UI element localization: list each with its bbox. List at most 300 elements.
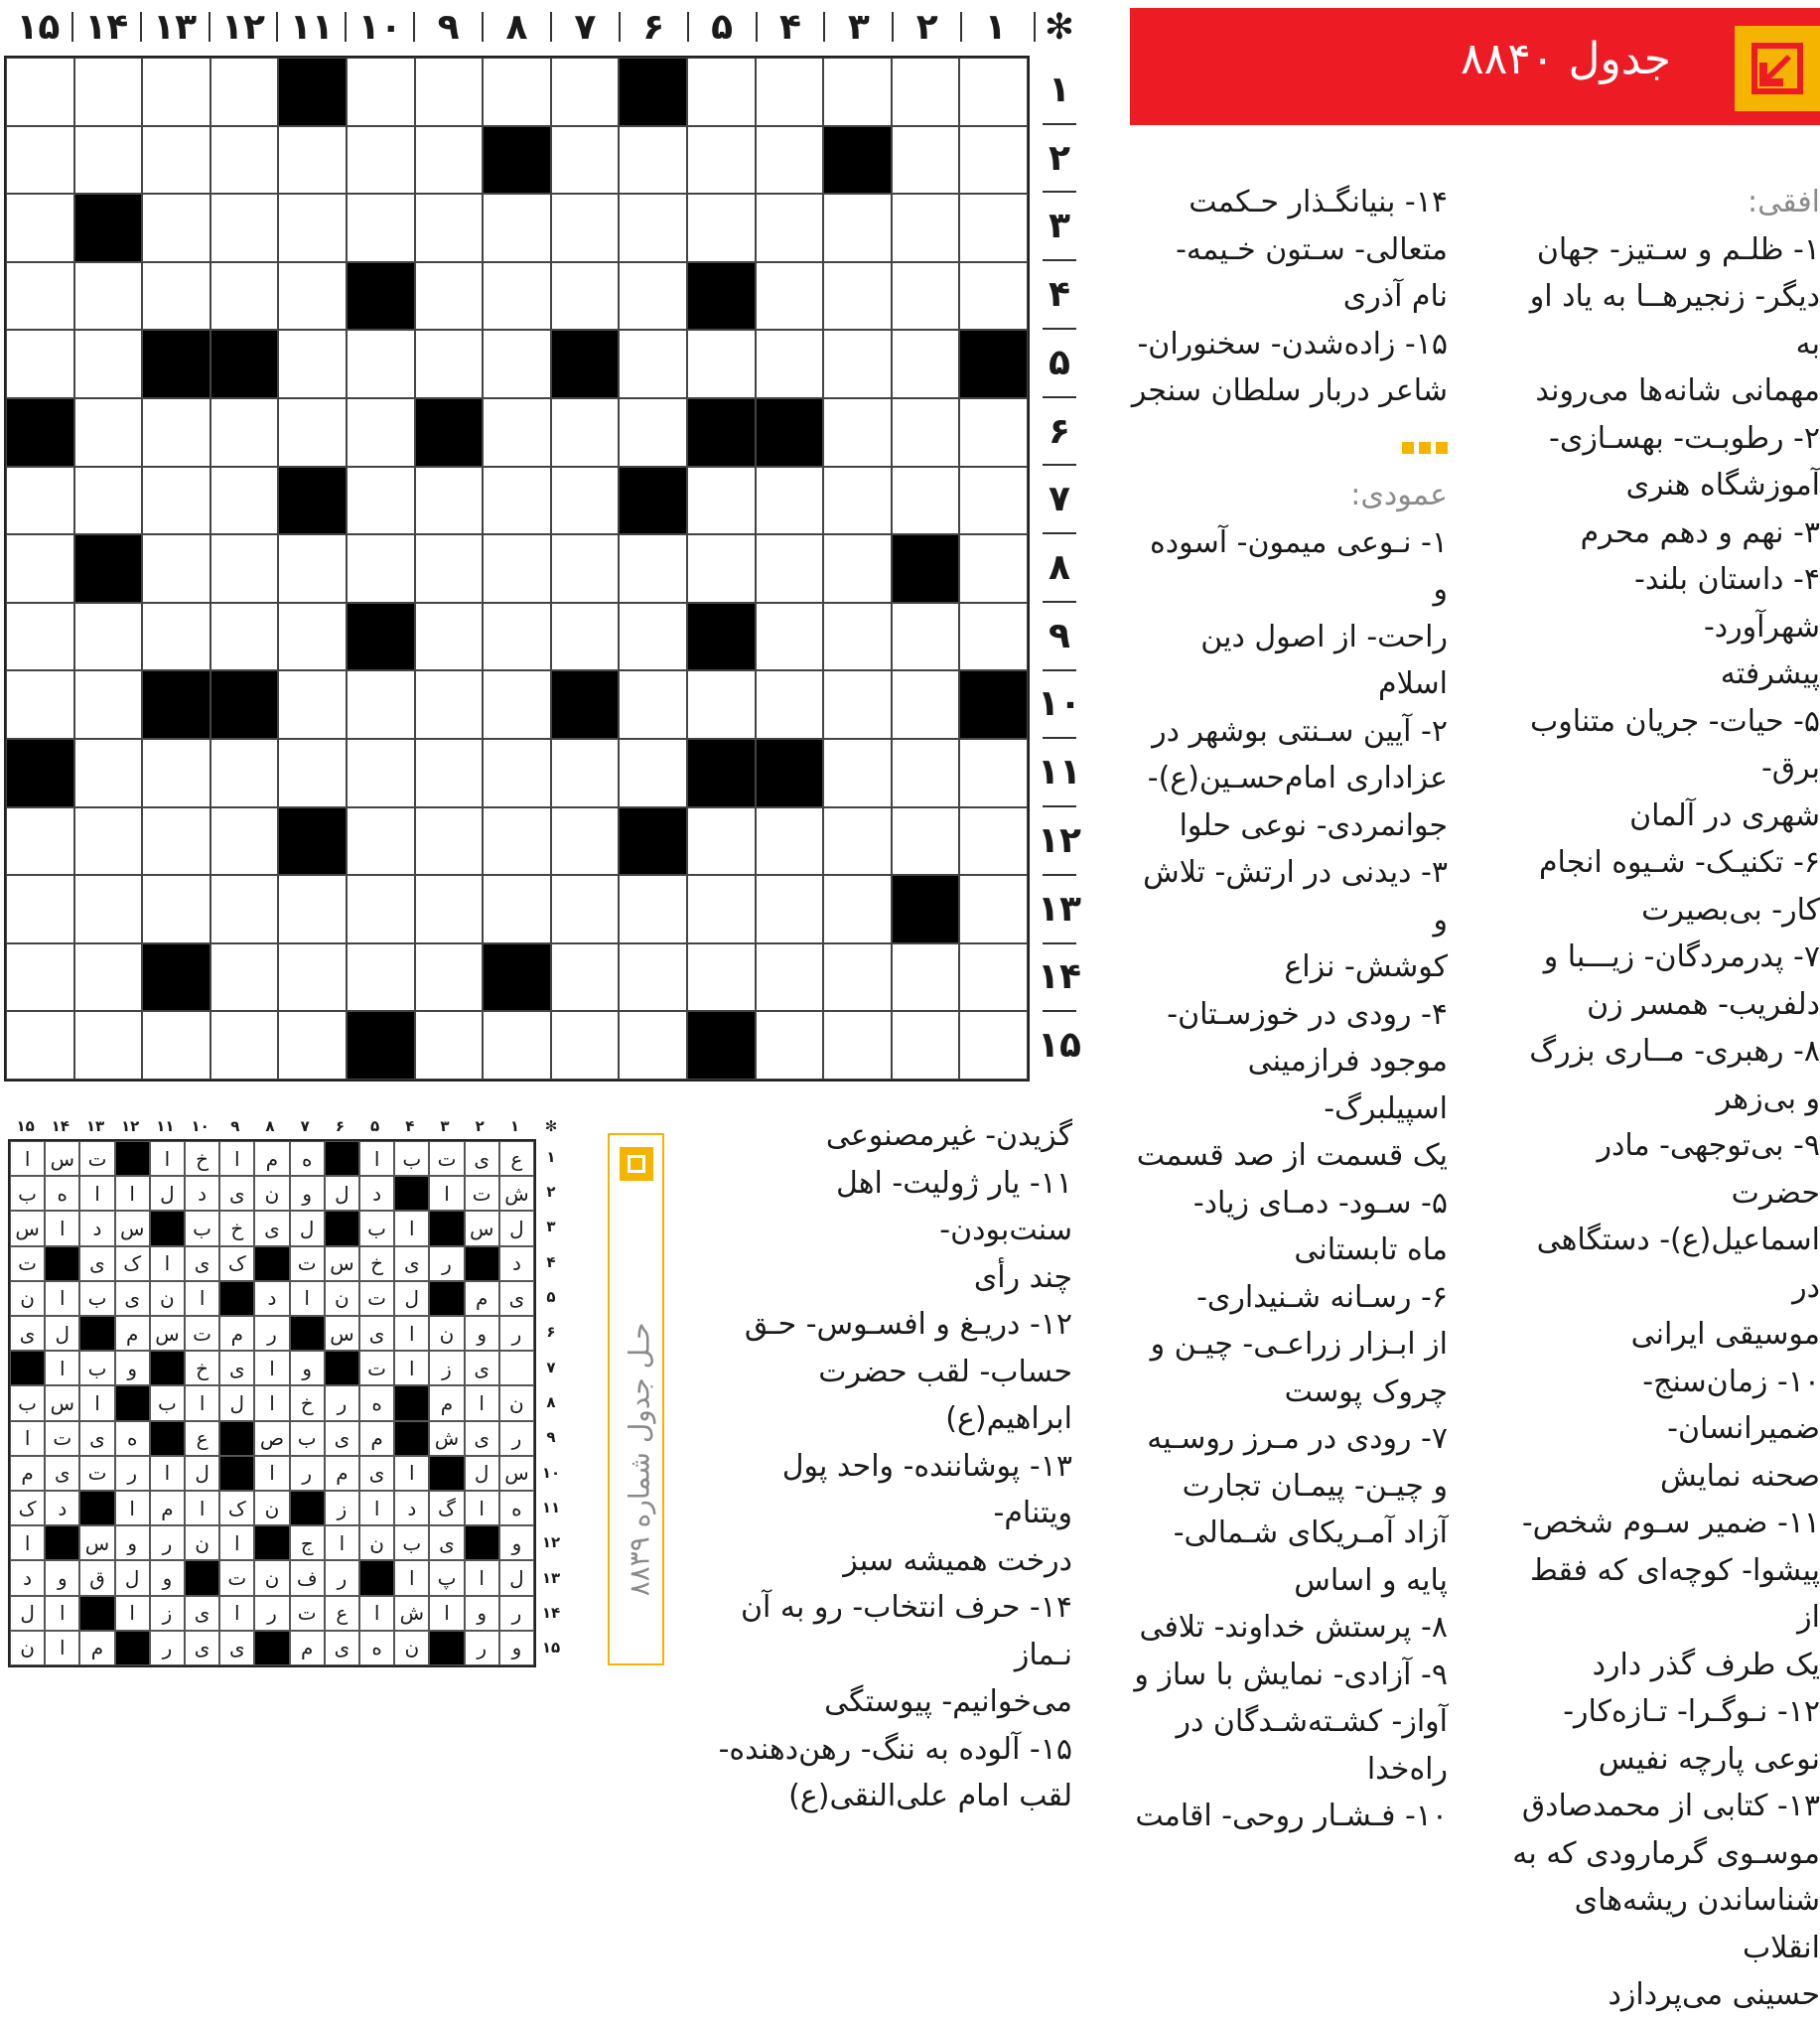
grid-cell[interactable]: [619, 875, 687, 943]
grid-cell[interactable]: [756, 534, 824, 603]
solution-cell: س: [325, 1246, 359, 1281]
row-number: ۱۲: [1038, 819, 1081, 861]
grid-cell[interactable]: [551, 467, 620, 535]
grid-cell[interactable]: [142, 467, 210, 535]
grid-cell[interactable]: [415, 194, 484, 262]
grid-cell[interactable]: [483, 330, 551, 398]
grid-cell[interactable]: [619, 262, 687, 331]
grid-cell[interactable]: [823, 58, 892, 126]
grid-cell[interactable]: [74, 126, 143, 195]
column-number: ۶: [642, 6, 665, 48]
grid-cell[interactable]: [551, 126, 620, 195]
grid-cell[interactable]: [756, 194, 824, 262]
solution-column-number: ۵: [370, 1117, 380, 1135]
grid-cell[interactable]: [687, 943, 756, 1012]
grid-cell[interactable]: [619, 126, 687, 195]
solution-black-cell: [185, 1560, 219, 1595]
clue-line: ۹- آزادی- نمایش با ساز و: [1134, 1657, 1448, 1692]
grid-cell[interactable]: [551, 194, 620, 262]
grid-cell[interactable]: [142, 398, 210, 467]
solution-cell: ه: [115, 1421, 150, 1456]
row-number: ۲: [1049, 137, 1070, 179]
grid-cell[interactable]: [687, 126, 756, 195]
grid-cell[interactable]: [619, 1011, 687, 1080]
grid-cell[interactable]: [823, 670, 892, 739]
grid-cell[interactable]: [483, 670, 551, 739]
clue-line: ۱۴- حرف انتخاب- رو به آن نـماز: [740, 1590, 1072, 1672]
black-cell: [6, 739, 74, 807]
grid-cell[interactable]: [483, 398, 551, 467]
grid-cell[interactable]: [210, 603, 279, 671]
grid-cell[interactable]: [619, 534, 687, 603]
grid-cell[interactable]: [6, 875, 74, 943]
solution-column-number: ۲: [475, 1117, 485, 1135]
grid-cell[interactable]: [483, 194, 551, 262]
solution-cell: ک: [219, 1491, 254, 1525]
grid-cell[interactable]: [892, 467, 960, 535]
solution-cell: ل: [219, 1385, 254, 1420]
grid-cell[interactable]: [142, 807, 210, 876]
grid-cell[interactable]: [823, 194, 892, 262]
row-number: ۱: [1049, 69, 1070, 110]
grid-cell[interactable]: [756, 875, 824, 943]
solution-cell: ک: [115, 1246, 150, 1281]
grid-cell[interactable]: [415, 534, 484, 603]
grid-cell[interactable]: [74, 262, 143, 331]
solution-cell: ا: [10, 1525, 45, 1560]
grid-cell[interactable]: [551, 58, 620, 126]
grid-cell[interactable]: [892, 807, 960, 876]
grid-cell[interactable]: [347, 943, 415, 1012]
grid-cell[interactable]: [959, 1011, 1028, 1080]
clue-line: دلفریب- همسر زن: [1587, 986, 1820, 1022]
solution-cell: م: [10, 1456, 45, 1491]
grid-cell[interactable]: [959, 262, 1028, 331]
grid-cell[interactable]: [74, 670, 143, 739]
grid-cell[interactable]: [551, 943, 620, 1012]
grid-cell[interactable]: [823, 398, 892, 467]
grid-cell[interactable]: [347, 58, 415, 126]
solution-black-cell: [254, 1631, 289, 1665]
solution-column-number: ۳: [440, 1117, 450, 1135]
grid-cell[interactable]: [551, 875, 620, 943]
grid-cell[interactable]: [415, 670, 484, 739]
solution-cell: ا: [45, 1281, 79, 1316]
grid-cell[interactable]: [415, 126, 484, 195]
grid-cell[interactable]: [6, 126, 74, 195]
grid-cell[interactable]: [687, 807, 756, 876]
grid-cell[interactable]: [483, 1011, 551, 1080]
clue-line: کوشش- نزاع: [1284, 949, 1448, 984]
grid-cell[interactable]: [278, 398, 347, 467]
grid-cell[interactable]: [892, 603, 960, 671]
grid-cell[interactable]: [415, 603, 484, 671]
grid-cell[interactable]: [551, 807, 620, 876]
grid-cell[interactable]: [687, 467, 756, 535]
grid-cell[interactable]: [756, 1011, 824, 1080]
grid-cell[interactable]: [959, 739, 1028, 807]
black-cell: [687, 398, 756, 467]
grid-cell[interactable]: [210, 194, 279, 262]
solution-cell: ی: [185, 1596, 219, 1631]
grid-cell[interactable]: [483, 58, 551, 126]
solution-cell: ی: [254, 1211, 289, 1245]
solution-cell: ف: [290, 1560, 325, 1595]
grid-cell[interactable]: [687, 670, 756, 739]
grid-cell[interactable]: [619, 330, 687, 398]
solution-grid: [8, 1139, 536, 1667]
grid-cell[interactable]: [74, 1011, 143, 1080]
grid-cell[interactable]: [142, 875, 210, 943]
grid-cell[interactable]: [74, 875, 143, 943]
grid-cell[interactable]: [6, 467, 74, 535]
grid-cell[interactable]: [687, 534, 756, 603]
grid-cell[interactable]: [142, 1011, 210, 1080]
solution-cell: ت: [10, 1246, 45, 1281]
clue-line: ۱۵- آلوده به ننگ- رهن‌دهنده-: [718, 1731, 1072, 1767]
solution-black-cell: [429, 1281, 464, 1316]
solution-cell: ه: [45, 1176, 79, 1211]
grid-cell[interactable]: [823, 534, 892, 603]
clue-line: ۶- تکنیـک- شـیوه انجام: [1538, 845, 1820, 880]
grid-cell[interactable]: [959, 58, 1028, 126]
grid-cell[interactable]: [483, 807, 551, 876]
grid-cell[interactable]: [619, 603, 687, 671]
solution-title: حـل جدول شماره ۸۸۳۹: [623, 1322, 656, 1597]
black-cell: [483, 126, 551, 195]
grid-cell[interactable]: [347, 398, 415, 467]
solution-row-number: ۵: [546, 1287, 556, 1306]
grid-cell[interactable]: [415, 875, 484, 943]
grid-cell[interactable]: [415, 943, 484, 1012]
grid-cell[interactable]: [959, 398, 1028, 467]
grid-cell[interactable]: [142, 262, 210, 331]
grid-cell[interactable]: [823, 739, 892, 807]
black-cell: [210, 330, 279, 398]
solution-row-number: ۱۴: [541, 1603, 561, 1622]
grid-cell[interactable]: [347, 807, 415, 876]
grid-cell[interactable]: [415, 330, 484, 398]
row-number: ۱۳: [1038, 888, 1081, 930]
solution-black-cell: [290, 1491, 325, 1525]
grid-cell[interactable]: [278, 330, 347, 398]
solution-black-cell: [359, 1560, 394, 1595]
solution-cell: ر: [325, 1560, 359, 1595]
grid-cell[interactable]: [551, 739, 620, 807]
grid-cell[interactable]: [483, 739, 551, 807]
solution-column-number: ۱۵: [16, 1117, 35, 1135]
column-number: ۱۰: [357, 6, 402, 48]
solution-black-cell: [394, 1176, 429, 1211]
grid-cell[interactable]: [278, 194, 347, 262]
grid-cell[interactable]: [6, 670, 74, 739]
row-separator: [1043, 1010, 1076, 1012]
grid-cell[interactable]: [74, 398, 143, 467]
black-cell: [347, 1011, 415, 1080]
grid-cell[interactable]: [347, 126, 415, 195]
grid-cell[interactable]: [483, 875, 551, 943]
black-cell: [892, 534, 960, 603]
grid-cell[interactable]: [959, 875, 1028, 943]
black-cell: [756, 398, 824, 467]
solution-cell: ا: [290, 1281, 325, 1316]
grid-cell[interactable]: [959, 126, 1028, 195]
solution-column-number: ۱۰: [191, 1117, 210, 1135]
black-cell: [892, 875, 960, 943]
grid-cell[interactable]: [415, 262, 484, 331]
grid-cell[interactable]: [415, 58, 484, 126]
grid-cell[interactable]: [959, 943, 1028, 1012]
solution-row-header: [538, 1139, 564, 1665]
row-number: ۳: [1049, 206, 1070, 247]
solution-cell: ر: [499, 1316, 534, 1351]
solution-black-cell: [290, 1316, 325, 1351]
grid-cell[interactable]: [823, 603, 892, 671]
grid-cell[interactable]: [892, 1011, 960, 1080]
grid-cell[interactable]: [823, 943, 892, 1012]
grid-cell[interactable]: [142, 58, 210, 126]
column-number: ۴: [778, 6, 801, 48]
grid-cell[interactable]: [278, 262, 347, 331]
grid-cell[interactable]: [6, 1011, 74, 1080]
solution-cell: و: [499, 1525, 534, 1560]
clue-line: ۱۳- کتابی از محمدصادق: [1521, 1789, 1820, 1823]
solution-cell: ن: [499, 1385, 534, 1420]
grid-cell[interactable]: [6, 194, 74, 262]
black-cell: [347, 262, 415, 331]
grid-cell[interactable]: [959, 807, 1028, 876]
grid-cell[interactable]: [347, 467, 415, 535]
grid-cell[interactable]: [892, 330, 960, 398]
grid-cell[interactable]: [483, 262, 551, 331]
grid-cell[interactable]: [347, 875, 415, 943]
grid-cell[interactable]: [892, 670, 960, 739]
solution-cell: ز: [429, 1351, 464, 1385]
grid-cell[interactable]: [278, 534, 347, 603]
grid-cell[interactable]: [415, 739, 484, 807]
grid-cell[interactable]: [347, 670, 415, 739]
grid-cell[interactable]: [483, 603, 551, 671]
solution-row-number: ۹: [546, 1428, 556, 1447]
column-number: ۱۲: [221, 6, 265, 48]
solution-cell: ا: [10, 1421, 45, 1456]
grid-cell[interactable]: [142, 739, 210, 807]
grid-cell[interactable]: [756, 467, 824, 535]
grid-cell[interactable]: [210, 943, 279, 1012]
grid-cell[interactable]: [619, 739, 687, 807]
solution-column-number: ۶: [335, 1117, 345, 1135]
grid-cell[interactable]: [687, 330, 756, 398]
grid-cell[interactable]: [619, 194, 687, 262]
grid-cell[interactable]: [74, 739, 143, 807]
solution-cell: ش: [499, 1176, 534, 1211]
clue-line: ۱- ظلـم و سـتیز- جهان: [1536, 231, 1820, 267]
solution-cell: و: [290, 1351, 325, 1385]
solution-cell: ج: [290, 1525, 325, 1560]
clue-line: ۶- رسـانه شـنیداری-: [1196, 1279, 1448, 1315]
grid-cell[interactable]: [619, 670, 687, 739]
row-separator: [1043, 259, 1076, 261]
grid-cell[interactable]: [278, 1011, 347, 1080]
solution-cell: م: [325, 1456, 359, 1491]
grid-cell[interactable]: [687, 58, 756, 126]
grid-cell[interactable]: [278, 875, 347, 943]
grid-cell[interactable]: [74, 807, 143, 876]
grid-cell[interactable]: [210, 739, 279, 807]
grid-cell[interactable]: [415, 1011, 484, 1080]
grid-cell[interactable]: [415, 467, 484, 535]
grid-cell[interactable]: [756, 58, 824, 126]
solution-cell: ب: [394, 1525, 429, 1560]
grid-cell[interactable]: [823, 262, 892, 331]
grid-cell[interactable]: [210, 807, 279, 876]
grid-cell[interactable]: [619, 943, 687, 1012]
solution-cell: ص: [254, 1421, 289, 1456]
solution-row-number: ۳: [546, 1218, 556, 1236]
grid-cell[interactable]: [142, 126, 210, 195]
column-number: ۵: [711, 6, 734, 48]
solution-cell: ا: [254, 1385, 289, 1420]
clue-line: درخت همیشه سبز: [843, 1542, 1072, 1578]
down-clue-list-continued: [695, 1112, 1072, 1820]
grid-cell[interactable]: [756, 262, 824, 331]
grid-cell[interactable]: [347, 330, 415, 398]
grid-cell[interactable]: [278, 670, 347, 739]
grid-cell[interactable]: [823, 1011, 892, 1080]
solution-cell: ر: [254, 1316, 289, 1351]
grid-cell[interactable]: [6, 603, 74, 671]
column-separator: [687, 12, 689, 42]
solution-cell: ک: [10, 1491, 45, 1525]
clues-column-2: [1130, 179, 1448, 1840]
grid-cell[interactable]: [6, 262, 74, 331]
grid-cell[interactable]: [823, 330, 892, 398]
grid-cell[interactable]: [756, 603, 824, 671]
grid-cell[interactable]: [551, 534, 620, 603]
grid-cell[interactable]: [892, 194, 960, 262]
clue-line: ۳- نهم و دهم محرم: [1580, 514, 1820, 550]
grid-cell[interactable]: [892, 262, 960, 331]
solution-cell: ا: [394, 1351, 429, 1385]
clue-line: حساب- لقب حضرت ابراهیم(ع): [818, 1354, 1072, 1436]
grid-cell[interactable]: [756, 126, 824, 195]
grid-cell[interactable]: [210, 875, 279, 943]
grid-cell[interactable]: [892, 739, 960, 807]
grid-cell[interactable]: [210, 126, 279, 195]
grid-cell[interactable]: [892, 943, 960, 1012]
grid-cell[interactable]: [6, 807, 74, 876]
grid-cell[interactable]: [687, 875, 756, 943]
grid-cell[interactable]: [551, 603, 620, 671]
grid-cell[interactable]: [347, 194, 415, 262]
grid-cell[interactable]: [142, 194, 210, 262]
solution-black-cell: [115, 1141, 150, 1176]
grid-cell[interactable]: [415, 807, 484, 876]
grid-cell[interactable]: [210, 58, 279, 126]
grid-cell[interactable]: [756, 670, 824, 739]
grid-cell[interactable]: [142, 534, 210, 603]
solution-cell: و: [45, 1560, 79, 1595]
solution-row-number: ۷: [546, 1358, 556, 1376]
grid-cell[interactable]: [278, 739, 347, 807]
solution-cell: ر: [429, 1246, 464, 1281]
grid-cell[interactable]: [278, 126, 347, 195]
grid-cell[interactable]: [278, 603, 347, 671]
grid-cell[interactable]: [823, 875, 892, 943]
grid-cell[interactable]: [892, 58, 960, 126]
grid-cell[interactable]: [619, 398, 687, 467]
grid-cell[interactable]: [6, 330, 74, 398]
grid-cell[interactable]: [959, 194, 1028, 262]
solution-cell: ل: [115, 1560, 150, 1595]
clue-line: مهمانی شانه‌ها می‌روند: [1535, 373, 1820, 408]
grid-cell[interactable]: [142, 603, 210, 671]
grid-cell[interactable]: [959, 534, 1028, 603]
grid-cell[interactable]: [823, 467, 892, 535]
solution-black-cell: [219, 1281, 254, 1316]
grid-cell[interactable]: [756, 943, 824, 1012]
clue-line: شناساندن ریشه‌های انقلاب: [1574, 1883, 1820, 1965]
solution-cell: ر: [150, 1631, 185, 1665]
grid-cell[interactable]: [892, 126, 960, 195]
grid-cell[interactable]: [483, 467, 551, 535]
crossword-grid[interactable]: [4, 56, 1030, 1082]
grid-cell[interactable]: [551, 398, 620, 467]
across-clues-column-1: [1509, 179, 1820, 2019]
grid-cell[interactable]: [6, 534, 74, 603]
solution-black-cell: [219, 1421, 254, 1456]
grid-cell[interactable]: [959, 467, 1028, 535]
column-number: ۱۳: [153, 6, 198, 48]
row-separator: [1043, 669, 1076, 671]
grid-cell[interactable]: [687, 194, 756, 262]
grid-cell[interactable]: [347, 739, 415, 807]
black-cell: [959, 670, 1028, 739]
grid-cell[interactable]: [74, 603, 143, 671]
grid-cell[interactable]: [74, 58, 143, 126]
grid-cell[interactable]: [278, 943, 347, 1012]
grid-cell[interactable]: [756, 330, 824, 398]
solution-cell: ن: [10, 1631, 45, 1665]
solution-black-cell: [150, 1351, 185, 1385]
grid-cell[interactable]: [347, 534, 415, 603]
grid-cell[interactable]: [210, 262, 279, 331]
solution-cell: ع: [325, 1596, 359, 1631]
grid-cell[interactable]: [74, 330, 143, 398]
row-number: ۱۱: [1038, 752, 1081, 793]
grid-cell[interactable]: [210, 398, 279, 467]
grid-cell[interactable]: [6, 58, 74, 126]
grid-cell[interactable]: [483, 534, 551, 603]
clue-line: ۲- آیین سـنتی بوشهر در: [1152, 713, 1448, 749]
grid-cell[interactable]: [551, 262, 620, 331]
grid-cell[interactable]: [551, 1011, 620, 1080]
solution-cell: ن: [150, 1281, 185, 1316]
grid-cell[interactable]: [74, 943, 143, 1012]
grid-cell[interactable]: [210, 1011, 279, 1080]
row-number: ۵: [1049, 342, 1070, 383]
grid-cell[interactable]: [6, 943, 74, 1012]
clue-line: از ابـزار زراعـی- چیـن و: [1150, 1327, 1448, 1362]
grid-cell[interactable]: [892, 398, 960, 467]
grid-cell[interactable]: [756, 807, 824, 876]
grid-cell[interactable]: [823, 807, 892, 876]
clue-line: ۴- داستان بلند- شهرآورد-: [1634, 562, 1820, 645]
grid-cell[interactable]: [74, 467, 143, 535]
grid-cell[interactable]: [959, 603, 1028, 671]
grid-cell[interactable]: [210, 467, 279, 535]
grid-cell[interactable]: [210, 534, 279, 603]
